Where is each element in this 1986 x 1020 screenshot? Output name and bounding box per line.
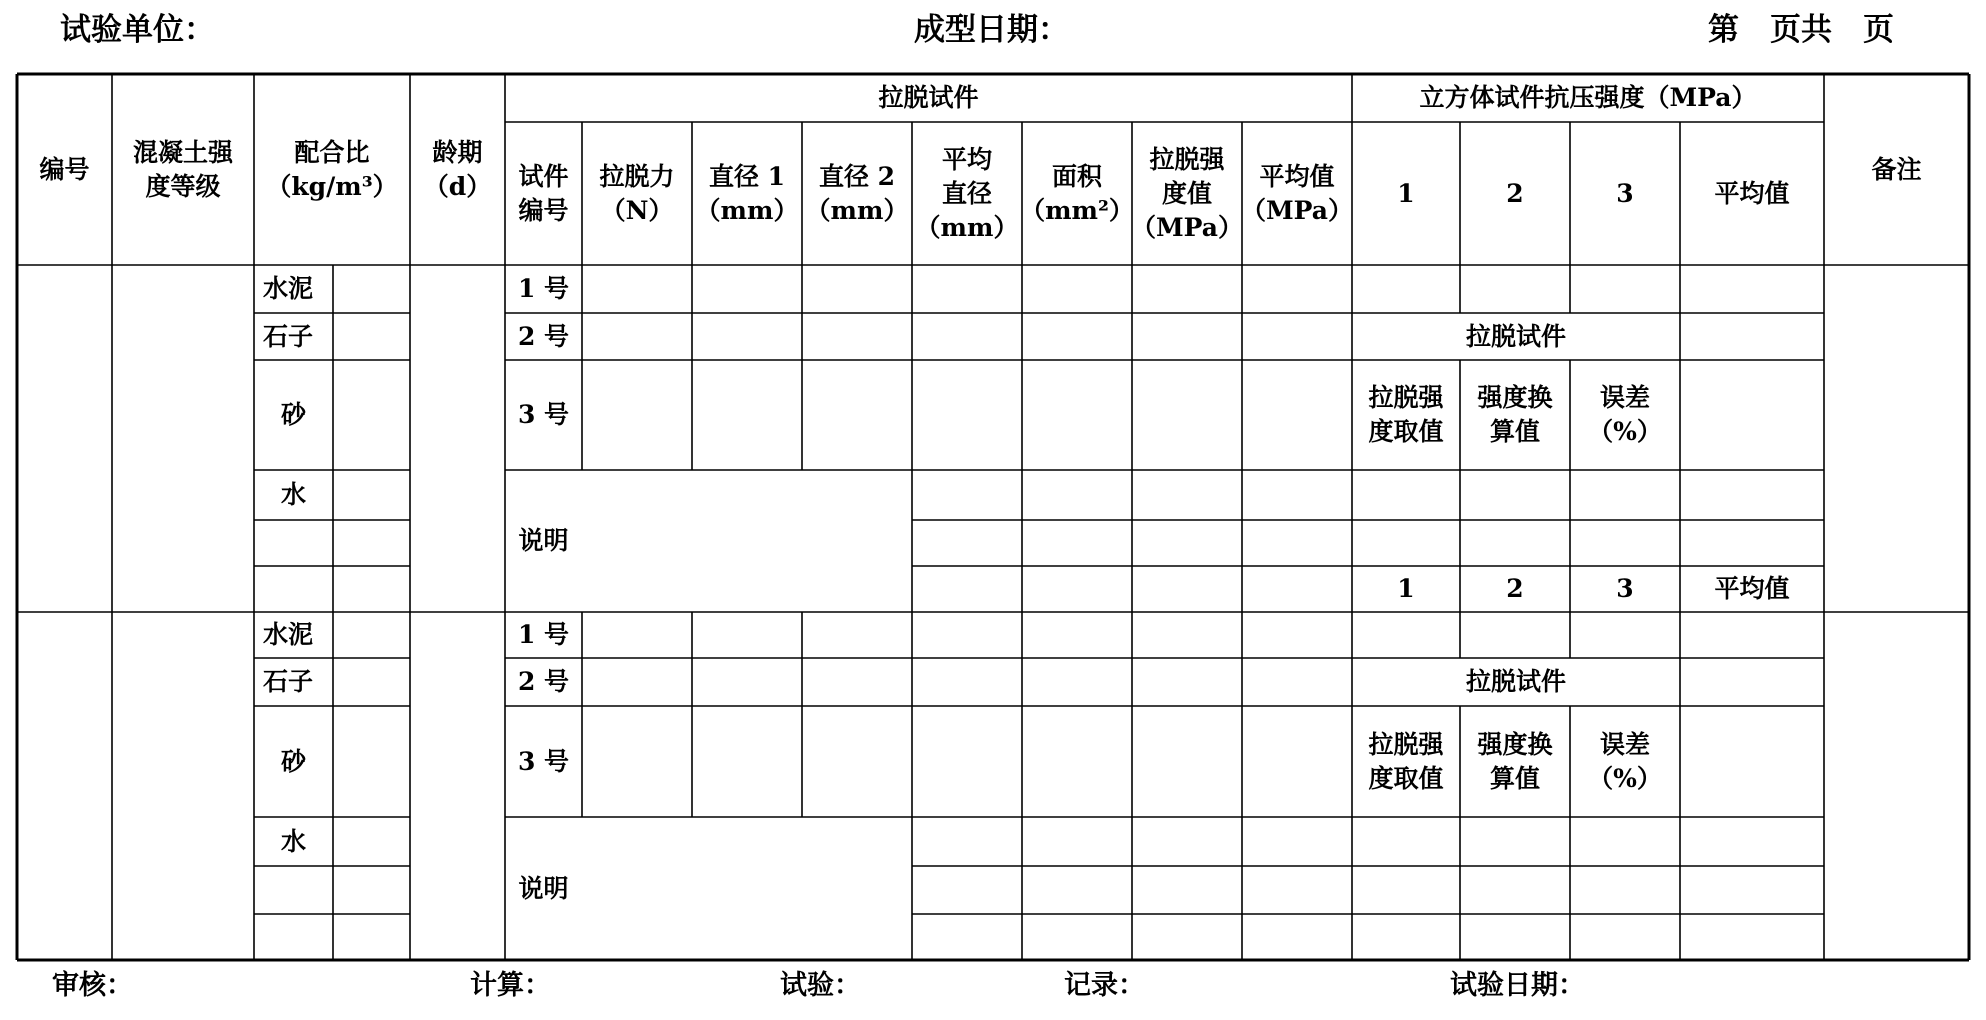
block2-specimen-1: 1 号 (517, 620, 570, 649)
block2-material-cement: 水泥 (263, 620, 314, 649)
col-avg-value-header (1242, 122, 1352, 265)
col-diameter1-header-line: 直径 1 (708, 161, 786, 191)
col-mix-header-line: 配合比 (294, 137, 370, 167)
col-grade-header-line: 混凝土强 (132, 137, 233, 167)
block1-sub-col-1-line: 拉脱强 (1368, 383, 1444, 412)
col-specimen-no-header (505, 122, 582, 265)
block2-sub-pull-group: 拉脱试件 (1465, 667, 1566, 696)
col-pull-force-header (582, 122, 692, 265)
test-label: 试验： (780, 970, 861, 1001)
pull-group-header: 拉脱试件 (878, 83, 979, 112)
block1-material-stone: 石子 (263, 321, 314, 351)
col-mix-header (254, 74, 410, 265)
col-diameter2-header-line: 直径 2 (818, 161, 896, 191)
block2-material-water: 水 (280, 826, 306, 856)
block1-sub-col-2-line: 算值 (1489, 417, 1540, 446)
record-label: 记录： (1064, 970, 1145, 1001)
block2-sub-col-3 (1570, 706, 1680, 817)
col-avg-value-header-line: 平均值 (1259, 161, 1335, 191)
col-grade-header-line: 度等级 (145, 171, 221, 201)
col-cube-1-header: 1 (1397, 178, 1415, 208)
block1-sub-col-1-line: 度取值 (1368, 417, 1444, 446)
col-area-header (1022, 122, 1132, 265)
block1-sub-pull-group: 拉脱试件 (1465, 321, 1566, 351)
col-diameter2-header (802, 122, 912, 265)
review-label: 审核： (52, 970, 133, 1001)
col-avg-diameter-header-line: 平均 (941, 144, 992, 174)
col-avg-diameter-header (912, 122, 1022, 265)
block1-material-sand: 砂 (280, 400, 306, 429)
col-no-header: 编号 (39, 154, 90, 184)
col-pull-force-header-line: 拉脱力 (599, 161, 675, 191)
block1-repeat-col-3: 3 (1616, 574, 1634, 603)
col-specimen-no-header-line: 编号 (518, 195, 569, 225)
block1-sub-col-3-line: （%） (1588, 417, 1662, 446)
block2-material-sand: 砂 (280, 746, 306, 776)
test-unit-label: 试验单位： (60, 12, 215, 48)
block2-sub-col-1-line: 拉脱强 (1368, 729, 1444, 759)
molding-date-label: 成型日期： (914, 12, 1069, 48)
col-avg-value-header-line: （MPa） (1241, 195, 1353, 225)
block1-specimen-3: 3 号 (517, 400, 570, 429)
block1-specimen-1: 1 号 (517, 274, 570, 303)
block1-repeat-col-4: 平均值 (1714, 574, 1790, 603)
block1-sub-col-1 (1352, 360, 1460, 470)
block2-sub-col-1-line: 度取值 (1368, 763, 1444, 793)
block1-sub-col-2 (1460, 360, 1570, 470)
col-avg-diameter-header-line: 直径 (941, 178, 992, 208)
block2-sub-col-2 (1460, 706, 1570, 817)
block1-material-water: 水 (280, 480, 306, 509)
col-area-header-line: （mm²） (1020, 195, 1134, 225)
block2-specimen-2: 2 号 (517, 667, 570, 696)
col-pull-strength-header-line: 度值 (1161, 178, 1212, 208)
block2-sub-col-2-line: 算值 (1489, 763, 1540, 793)
block2-sub-col-2-line: 强度换 (1477, 729, 1553, 759)
col-age-header-line: （d） (423, 171, 492, 201)
col-age-header-line: 龄期 (432, 137, 483, 167)
col-grade-header (112, 74, 254, 265)
col-pull-force-header-line: （N） (600, 195, 674, 225)
block1-sub-col-3 (1570, 360, 1680, 470)
col-age-header (410, 74, 505, 265)
block1-repeat-col-1: 1 (1397, 574, 1415, 603)
cube-group-header: 立方体试件抗压强度（MPa） (1419, 83, 1757, 112)
block1-material-cement: 水泥 (263, 274, 314, 303)
col-cube-4-header: 平均值 (1714, 178, 1790, 208)
col-diameter2-header-line: （mm） (805, 195, 909, 225)
test-date-label: 试验日期： (1450, 970, 1585, 1001)
col-pull-strength-header (1132, 122, 1242, 265)
col-cube-3-header: 3 (1616, 178, 1634, 208)
col-diameter1-header (692, 122, 802, 265)
col-pull-strength-header-line: （MPa） (1131, 212, 1243, 242)
page-count-label: 第 页共 页 (1708, 12, 1894, 48)
block1-repeat-col-2: 2 (1506, 574, 1524, 603)
block2-material-stone: 石子 (263, 667, 314, 696)
block2-specimen-3: 3 号 (517, 746, 570, 776)
block1-note-label: 说明 (518, 526, 569, 555)
block1-sub-col-3-line: 误差 (1599, 383, 1650, 412)
block2-note-label: 说明 (518, 873, 569, 903)
col-avg-diameter-header-line: （mm） (915, 212, 1019, 242)
calc-label: 计算： (470, 970, 551, 1001)
col-area-header-line: 面积 (1052, 161, 1103, 191)
block1-sub-col-2-line: 强度换 (1477, 383, 1553, 412)
block2-sub-col-1 (1352, 706, 1460, 817)
col-remarks-header: 备注 (1871, 154, 1922, 184)
col-pull-strength-header-line: 拉脱强 (1149, 144, 1225, 174)
col-cube-2-header: 2 (1506, 178, 1524, 208)
block2-sub-col-3-line: 误差 (1599, 729, 1650, 759)
block2-sub-col-3-line: （%） (1588, 763, 1662, 793)
col-mix-header-line: （kg/m³） (266, 171, 398, 201)
block1-specimen-2: 2 号 (517, 321, 570, 351)
col-specimen-no-header-line: 试件 (518, 161, 569, 191)
col-diameter1-header-line: （mm） (695, 195, 799, 225)
